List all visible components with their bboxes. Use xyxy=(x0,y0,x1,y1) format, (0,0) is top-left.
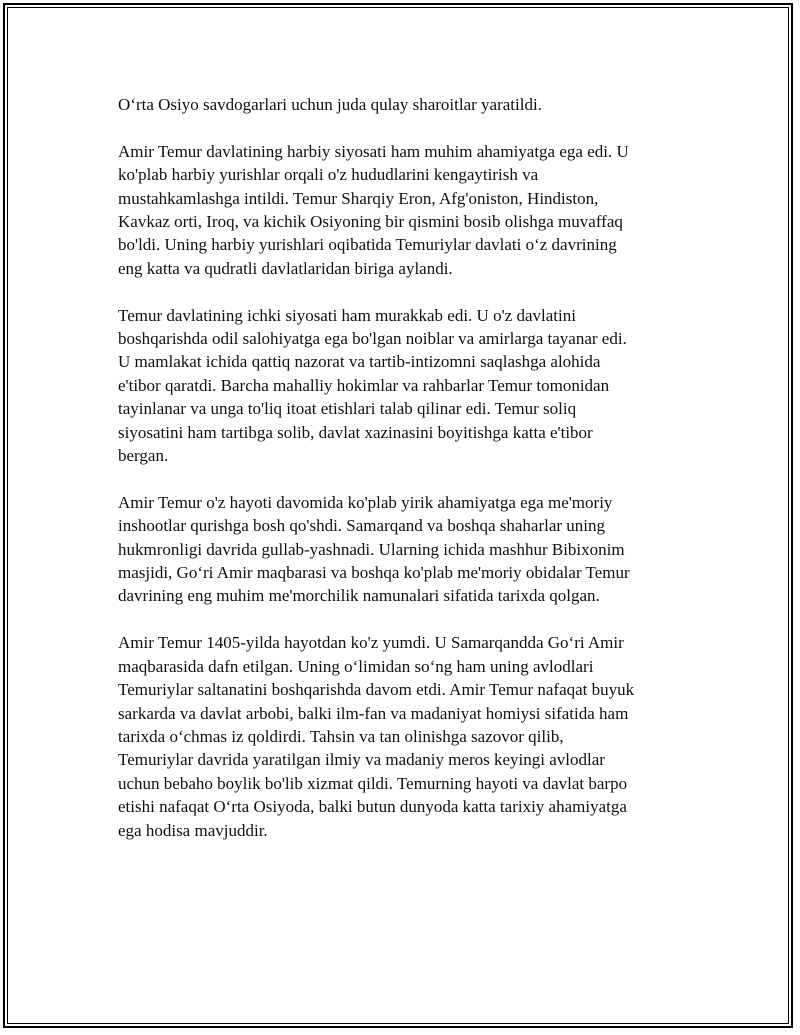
paragraph-internal-policy: Temur davlatining ichki siyosati ham murakkab edi. U o'z davlatini boshqarishda odil salohiyatga ega bo'lgan noiblar va amirlarga tayanar edi. U mamlakat ichida qattiq nazorat va tartib-intizomni saqlashga alohida e'tibor qaratdi. Barcha mahalliy hokimlar va rahbarlar Temur tomonidan tayinlanar va unga to'liq itoat etishlari talab qilinar edi. Temur soliq siyosatini ham tartibga solib, davlat xazinasini boyitishga katta e'tibor bergan. xyxy=(118,305,627,466)
paragraph-intro: O‘rta Osiyo savdogarlari uchun juda qulay sharoitlar yaratildi. xyxy=(118,95,542,114)
paragraph-legacy: Amir Temur 1405-yilda hayotdan ko'z yumdi. U Samarqandda Go‘ri Amir maqbarasida dafn etilgan. Uning o‘limidan so‘ng ham uning avlodlari Temuriylar saltanatini boshqarishda davom etdi. Amir Temur nafaqat buyuk sarkarda va davlat arbobi, balki ilm-fan va madaniyat homiysi sifatida ham tarixda o‘chmas iz qoldirdi. Tahsin va tan olinishga sazovor qilib, Temuriylar davrida yaratilgan ilmiy va madaniy meros keyingi avlodlar uchun bebaho boylik bo'lib xizmat qildi. Temurning hayoti va davlat barpo etishi nafaqat O‘rta Osiyoda, balki butun dunyoda katta tarixiy ahamiyatga ega hodisa mavjuddir. xyxy=(118,633,635,840)
paragraph-military-policy: Amir Temur davlatining harbiy siyosati ham muhim ahamiyatga ega edi. U ko'plab harbiy yurishlar orqali o'z hududlarini kengaytirish va mustahkamlashga intildi. Temur Sharqiy Eron, Afg'oniston, Hindiston, Kavkaz orti, Iroq, va kichik Osiyoning bir qismini bosib olishga muvaffaq bo'ldi. Uning harbiy yurishlari oqibatida Temuriylar davlati o‘z davrining eng katta va qudratli davlatlaridan biriga aylandi. xyxy=(118,141,629,278)
document-body xyxy=(118,93,698,865)
paragraph-architecture: Amir Temur o'z hayoti davomida ko'plab yirik ahamiyatga ega me'moriy inshootlar qurishga bosh qo'shdi. Samarqand va boshqa shaharlar uning hukmronligi davrida gullab-yashnadi. Ularning ichida mashhur Bibixonim masjidi, Go‘ri Amir maqbarasi va boshqa ko'plab me'moriy obidalar Temur davrining eng muhim me'morchilik namunalari sifatida tarixda qolgan. xyxy=(118,492,630,606)
